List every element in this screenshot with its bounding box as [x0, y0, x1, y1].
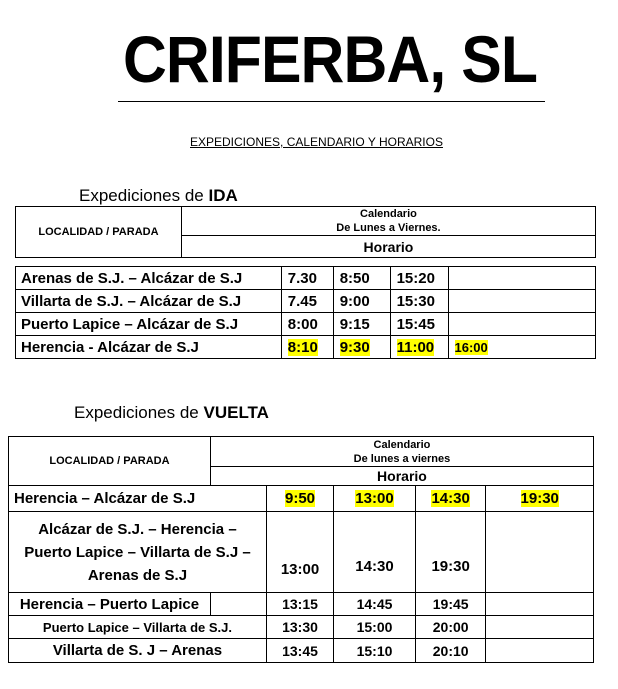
ida-heading-bold: IDA	[208, 186, 238, 205]
ida-time: 9:00	[339, 292, 370, 310]
ida-time-cell	[390, 290, 448, 313]
table-row	[16, 336, 596, 359]
ida-time: 9:15	[339, 315, 370, 333]
vuelta-time-cell	[334, 486, 416, 512]
ida-time-cell	[390, 313, 448, 336]
vuelta-time-cell: 15:10	[334, 639, 416, 663]
ida-time-highlighted: 9:30	[339, 338, 370, 356]
ida-time-cell	[333, 290, 390, 313]
table-row	[9, 639, 594, 663]
vuelta-time-cell: 20:00	[415, 616, 486, 639]
vuelta-route-cell: Villarta de S. J – Arenas	[9, 639, 267, 663]
ida-time: 15:20	[396, 269, 435, 287]
vuelta-calendar-line2: De lunes a viernes	[353, 452, 451, 465]
vuelta-time-cell: 15:00	[334, 616, 416, 639]
vuelta-time-highlighted: 9:50	[284, 490, 316, 507]
vuelta-heading-prefix: Expediciones de	[74, 403, 204, 422]
ida-schedule-table	[15, 206, 596, 359]
ida-time-cell	[448, 290, 595, 313]
vuelta-time-cell: 20:10	[415, 639, 486, 663]
ida-time-cell	[448, 313, 595, 336]
ida-time-highlighted: 11:00	[396, 338, 435, 356]
table-row	[9, 616, 594, 639]
ida-time-cell	[281, 336, 333, 359]
vuelta-time-cell: 14:45	[334, 593, 416, 616]
table-row	[16, 313, 596, 336]
vuelta-time-cell: 19:45	[415, 593, 486, 616]
vuelta-route-cell-multiline	[9, 512, 267, 593]
ida-time: 8:50	[339, 269, 370, 287]
ida-time: 7.30	[287, 269, 317, 287]
ida-route-cell: Herencia - Alcázar de S.J	[16, 336, 282, 359]
vuelta-time-cell: 19:30	[415, 512, 486, 593]
document-subtitle: EXPEDICIONES, CALENDARIO Y HORARIOS	[190, 135, 443, 149]
ida-time: 8:00	[287, 315, 318, 333]
ida-route-cell: Arenas de S.J. – Alcázar de S.J	[16, 267, 282, 290]
ida-route-cell: Puerto Lapice – Alcázar de S.J	[16, 313, 282, 336]
ida-time-cell	[448, 336, 595, 359]
table-row	[9, 512, 594, 593]
vuelta-horario-header: Horario	[210, 467, 593, 486]
vuelta-time-highlighted: 14:30	[431, 490, 470, 507]
vuelta-time-cell: 13:30	[266, 616, 333, 639]
table-row	[9, 486, 594, 512]
vuelta-time-cell: 13:00	[266, 512, 333, 593]
vuelta-heading-bold: VUELTA	[203, 403, 269, 422]
vuelta-route-cell: Herencia – Alcázar de S.J	[9, 486, 267, 512]
vuelta-time-cell	[415, 486, 486, 512]
ida-time: 15:45	[396, 315, 435, 333]
ida-calendar-header	[181, 207, 595, 236]
vuelta-locality-header: LOCALIDAD / PARADA	[9, 437, 211, 486]
vuelta-time-cell	[486, 593, 594, 616]
vuelta-time-cell	[486, 486, 594, 512]
vuelta-time-cell	[486, 616, 594, 639]
ida-calendar-line1: Calendario	[360, 208, 417, 220]
ida-time-cell	[333, 267, 390, 290]
ida-time-cell	[281, 267, 333, 290]
ida-route-cell: Villarta de S.J. – Alcázar de S.J	[16, 290, 282, 313]
vuelta-route-line: Arenas de S.J	[87, 566, 188, 584]
vuelta-empty-cell	[210, 593, 266, 616]
ida-time: 7.45	[287, 292, 317, 310]
ida-locality-header: LOCALIDAD / PARADA	[16, 207, 182, 258]
table-row	[9, 593, 594, 616]
vuelta-route-line: Puerto Lapice – Villarta de S.J –	[24, 543, 251, 561]
vuelta-time-cell: 13:15	[266, 593, 333, 616]
ida-time-cell	[390, 336, 448, 359]
table-row	[16, 290, 596, 313]
title-underline	[118, 101, 545, 102]
ida-calendar-line2: De Lunes a Viernes.	[336, 222, 441, 234]
ida-time-cell	[333, 313, 390, 336]
vuelta-route-line: Alcázar de S.J. – Herencia –	[38, 520, 237, 538]
vuelta-time-highlighted: 19:30	[520, 490, 559, 507]
vuelta-time-cell: 13:45	[266, 639, 333, 663]
vuelta-time-cell	[266, 486, 333, 512]
vuelta-calendar-header	[210, 437, 593, 467]
vuelta-time-cell	[486, 512, 594, 593]
vuelta-route-cell: Herencia – Puerto Lapice	[9, 593, 211, 616]
ida-time-cell	[281, 313, 333, 336]
ida-time-cell	[281, 290, 333, 313]
ida-time: 15:30	[396, 292, 435, 310]
ida-section-heading	[79, 186, 238, 206]
vuelta-route-cell: Puerto Lapice – Villarta de S.J.	[9, 616, 267, 639]
ida-time-highlighted: 8:10	[287, 338, 318, 356]
company-title: CRIFERBA, SL	[122, 22, 537, 96]
vuelta-calendar-line1: Calendario	[373, 438, 431, 451]
ida-time-cell	[333, 336, 390, 359]
ida-spacer	[16, 258, 596, 267]
table-row	[16, 267, 596, 290]
vuelta-schedule-table	[8, 436, 594, 663]
ida-horario-header: Horario	[181, 236, 595, 258]
vuelta-time-cell	[486, 639, 594, 663]
vuelta-time-cell: 14:30	[334, 512, 416, 593]
ida-time-cell	[448, 267, 595, 290]
vuelta-time-highlighted: 13:00	[355, 490, 394, 507]
ida-time-highlighted: 16:00	[454, 339, 488, 355]
ida-heading-prefix: Expediciones de	[79, 186, 209, 205]
vuelta-section-heading	[74, 403, 269, 423]
ida-time-cell	[390, 267, 448, 290]
